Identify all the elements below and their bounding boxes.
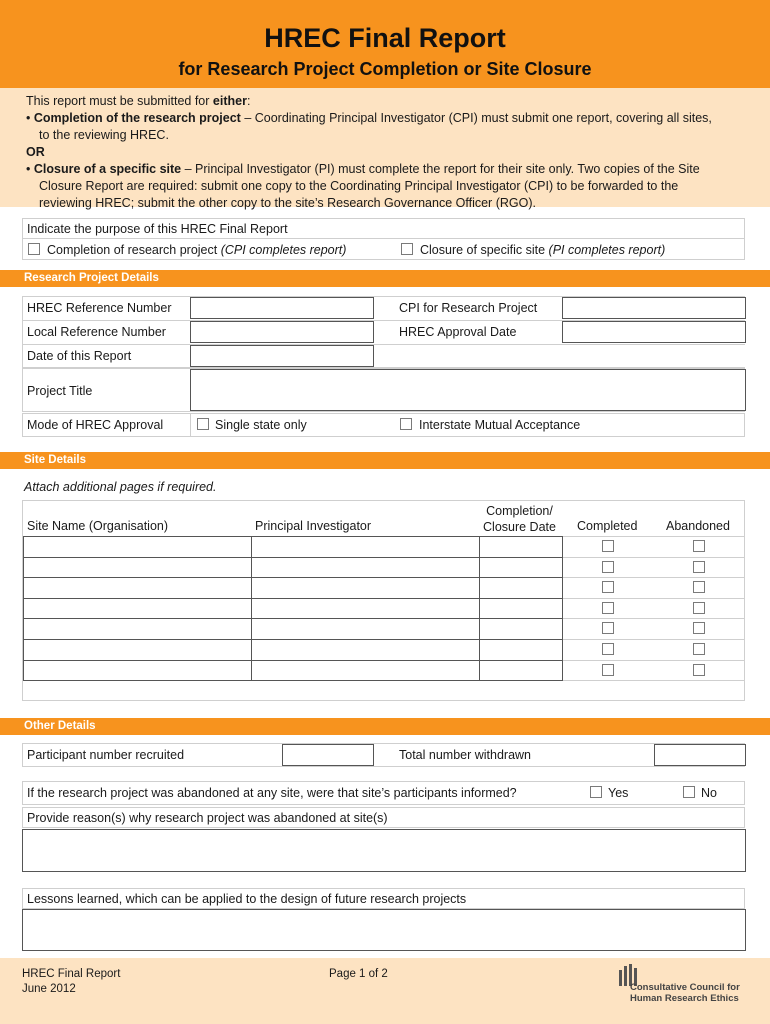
- site-completed-checkbox[interactable]: [602, 581, 614, 593]
- site-row-line: [23, 557, 563, 558]
- or-separator: OR: [26, 145, 45, 159]
- bullet-completion-cont: to the reviewing HREC.: [39, 128, 169, 142]
- site-abandoned-checkbox[interactable]: [693, 581, 705, 593]
- informed-yes-checkbox[interactable]: [590, 786, 602, 798]
- informed-question: If the research project was abandoned at any site, were that site’s participants informed?: [27, 786, 517, 800]
- informed-yes-label: Yes: [608, 786, 629, 800]
- site-completed-checkbox[interactable]: [602, 540, 614, 552]
- withdrawn-label: Total number withdrawn: [399, 748, 532, 762]
- bullet-closure-cont-1: Closure Report are required: submit one copy to the Coordinating Principal Investigator (CPI) to be forwarded to the: [39, 179, 679, 193]
- hrec-ref-label: HREC Reference Number: [27, 301, 172, 315]
- site-row-line-light: [563, 618, 745, 619]
- section-other-details: Other Details: [0, 718, 770, 735]
- local-ref-input[interactable]: [190, 321, 374, 343]
- page-title: HREC Final Report: [264, 23, 506, 53]
- section-project-details: Research Project Details: [0, 270, 770, 287]
- intro-line: This report must be submitted for either:: [26, 94, 251, 108]
- instructions-panel: [0, 88, 770, 210]
- closure-option-label: Closure of specific site (PI completes report): [420, 243, 666, 257]
- site-row-line-light: [563, 660, 745, 661]
- local-ref-label: Local Reference Number: [27, 325, 166, 339]
- site-col-line: [479, 536, 480, 680]
- approval-date-input[interactable]: [562, 321, 746, 343]
- footer-doc-name: HREC Final Report: [22, 968, 121, 980]
- site-abandoned-checkbox[interactable]: [693, 540, 705, 552]
- reasons-label: Provide reason(s) why research project was abandoned at site(s): [27, 811, 388, 825]
- informed-no-checkbox[interactable]: [683, 786, 695, 798]
- site-abandoned-checkbox[interactable]: [693, 622, 705, 634]
- reasons-input[interactable]: [22, 829, 746, 872]
- col-completed: Completed: [577, 519, 638, 533]
- project-title-input[interactable]: [190, 369, 746, 411]
- hrec-ref-input[interactable]: [190, 297, 374, 319]
- cpi-input[interactable]: [562, 297, 746, 319]
- site-abandoned-checkbox[interactable]: [693, 602, 705, 614]
- site-completed-checkbox[interactable]: [602, 664, 614, 676]
- footer-org-name: Consultative Council for Human Research Ethics: [630, 982, 740, 1004]
- cpi-label: CPI for Research Project: [399, 301, 538, 315]
- closure-checkbox[interactable]: [401, 243, 413, 255]
- report-date-input[interactable]: [190, 345, 374, 367]
- site-completed-checkbox[interactable]: [602, 622, 614, 634]
- interstate-checkbox[interactable]: [400, 418, 412, 430]
- project-title-label: Project Title: [27, 384, 93, 398]
- site-row-line-light: [563, 598, 745, 599]
- site-abandoned-checkbox[interactable]: [693, 561, 705, 573]
- site-abandoned-checkbox[interactable]: [693, 643, 705, 655]
- site-row-line-light: [563, 557, 745, 558]
- site-row-line: [23, 536, 563, 537]
- site-row-line-light: [563, 680, 745, 681]
- site-abandoned-checkbox[interactable]: [693, 664, 705, 676]
- site-row-line: [23, 618, 563, 619]
- site-row-line: [23, 660, 563, 661]
- bullet-closure: • Closure of a specific site – Principal Investigator (PI) must complete the report for their site only. Two copies of the Site: [26, 162, 700, 176]
- site-row-line: [23, 639, 563, 640]
- page-footer: [0, 958, 770, 1024]
- site-row-line: [23, 680, 563, 681]
- completion-option-label: Completion of research project (CPI completes report): [47, 243, 347, 257]
- site-row-line: [23, 598, 563, 599]
- site-col-line: [23, 536, 24, 680]
- participants-input[interactable]: [282, 744, 374, 766]
- col-principal-investigator: Principal Investigator: [255, 519, 372, 533]
- report-date-label: Date of this Report: [27, 349, 132, 363]
- withdrawn-input[interactable]: [654, 744, 746, 766]
- completion-checkbox[interactable]: [28, 243, 40, 255]
- col-closure-date: Completion/ Closure Date: [483, 504, 556, 534]
- site-row-line: [23, 577, 563, 578]
- site-col-line: [251, 536, 252, 680]
- footer-page-number: Page 1 of 2: [329, 968, 388, 980]
- attach-pages-note: Attach additional pages if required.: [24, 480, 217, 494]
- participants-label: Participant number recruited: [27, 748, 185, 762]
- site-completed-checkbox[interactable]: [602, 561, 614, 573]
- site-completed-checkbox[interactable]: [602, 643, 614, 655]
- site-col-line: [562, 536, 563, 680]
- approval-date-label: HREC Approval Date: [399, 325, 517, 339]
- bullet-completion: • Completion of the research project – Coordinating Principal Investigator (CPI) must submit one report, covering all sites,: [26, 111, 712, 125]
- col-abandoned: Abandoned: [666, 519, 730, 533]
- title-banner: [0, 0, 770, 88]
- bullet-closure-cont-2: reviewing HREC; submit the other copy to the site’s Research Governance Officer (RGO).: [39, 196, 536, 210]
- interstate-label: Interstate Mutual Acceptance: [419, 418, 581, 432]
- site-row-line-light: [563, 639, 745, 640]
- purpose-label: Indicate the purpose of this HREC Final Report: [27, 222, 288, 236]
- single-state-checkbox[interactable]: [197, 418, 209, 430]
- approval-mode-label: Mode of HREC Approval: [27, 418, 164, 432]
- footer-date: June 2012: [22, 983, 76, 995]
- informed-no-label: No: [701, 786, 717, 800]
- page-subtitle: for Research Project Completion or Site Closure: [178, 59, 592, 79]
- site-completed-checkbox[interactable]: [602, 602, 614, 614]
- lessons-label: Lessons learned, which can be applied to the design of future research projects: [27, 892, 467, 906]
- col-site-name: Site Name (Organisation): [27, 519, 169, 533]
- section-site-details: Site Details: [0, 452, 770, 469]
- site-row-line-light: [563, 577, 745, 578]
- single-state-label: Single state only: [215, 418, 307, 432]
- lessons-input[interactable]: [22, 909, 746, 951]
- site-row-line-light: [563, 536, 745, 537]
